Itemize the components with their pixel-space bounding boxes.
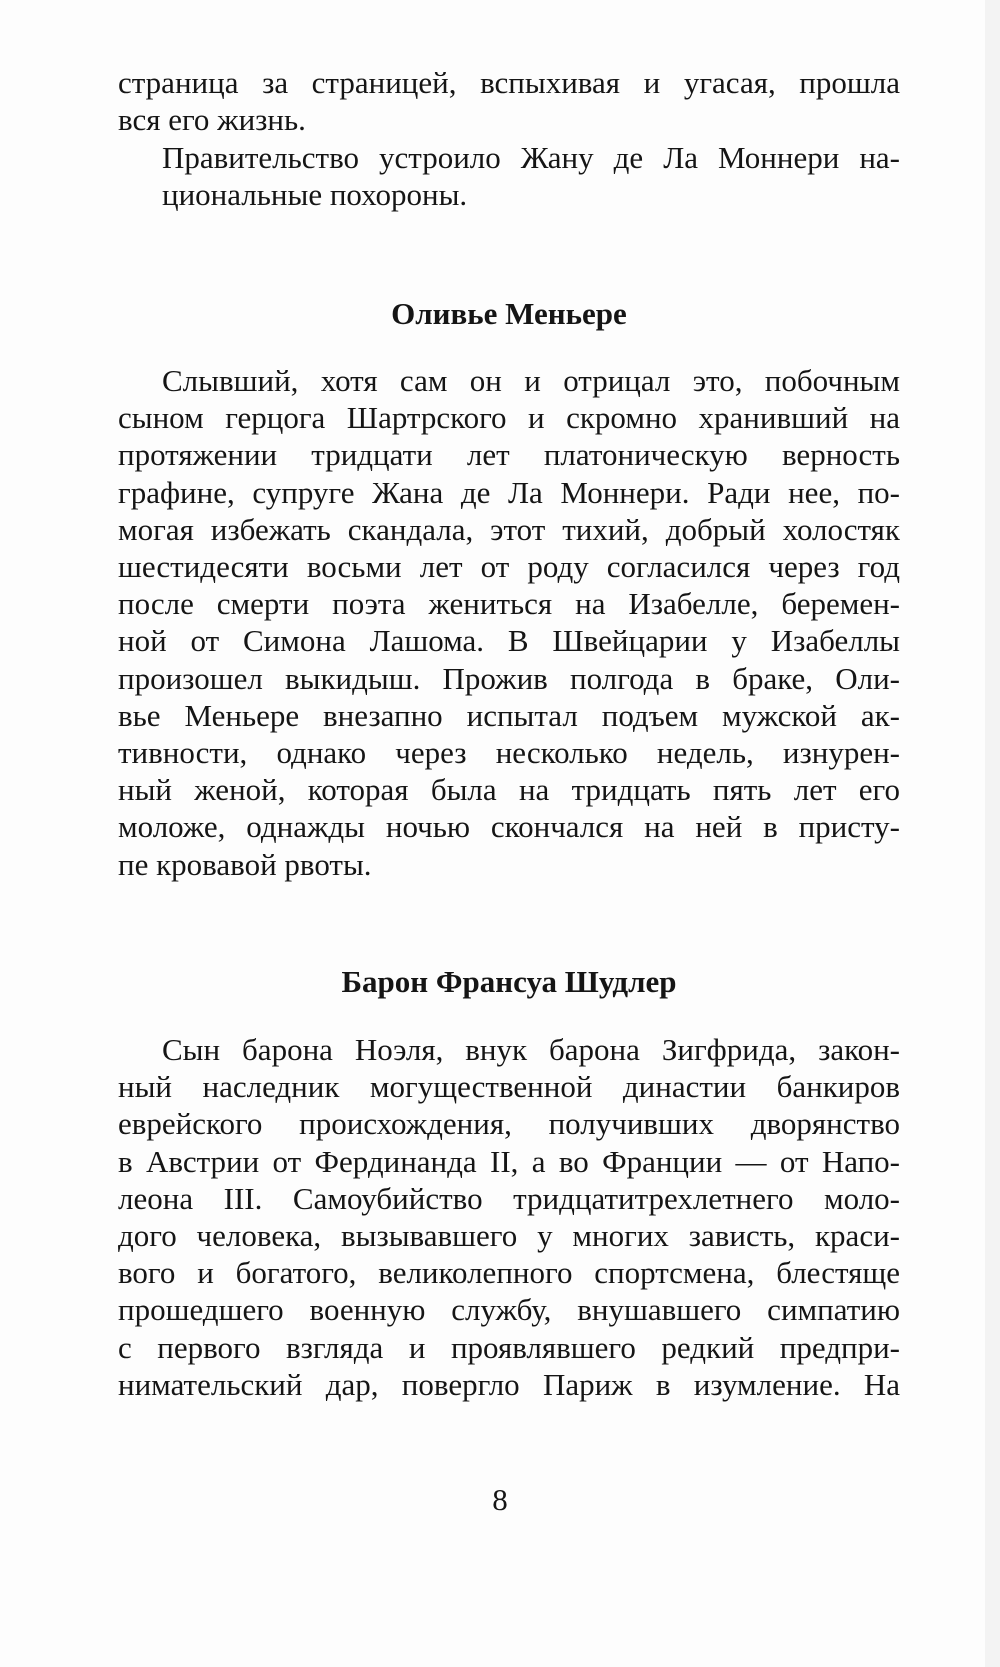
text-line: протяжении тридцати лет платоническую верность — [118, 437, 900, 473]
intro-paragraph-1 — [118, 64, 900, 138]
text-line: графине, супруге Жана де Ла Моннери. Ради нее, по- — [118, 474, 900, 510]
text-line: моложе, однажды ночью скончался на ней в присту- — [118, 809, 900, 845]
text-line: нимательский дар, повергло Париж в изумление. На — [118, 1366, 900, 1402]
section-heading-meniere: Оливье Меньере — [391, 296, 627, 331]
scan-edge — [985, 0, 1000, 1667]
text-line: сыном герцога Шартрского и скромно хранивший на — [118, 400, 900, 436]
text-line: еврейского происхождения, получивших дворянство — [118, 1106, 900, 1142]
text-line: тивности, однако через несколько недель, изнурен- — [118, 735, 900, 771]
text-line: ный женой, которая была на тридцать пять лет его — [118, 772, 900, 808]
section-schoudler-text — [118, 1031, 900, 1403]
text-line: шестидесяти восьми лет от роду согласился через год — [118, 549, 900, 585]
page-number: 8 — [492, 1482, 508, 1517]
text-line: вся его жизнь. — [118, 102, 306, 138]
text-line: с первого взгляда и проявлявшего редкий предпри- — [118, 1329, 900, 1365]
text-line: дого человека, вызывавшего у многих зависть, краси- — [118, 1218, 900, 1254]
text-line: ный наследник могущественной династии банкиров — [118, 1069, 900, 1105]
text-line: пе кровавой рвоты. — [118, 846, 372, 882]
text-line: в Австрии от Фердинанда II, а во Франции — от Напо- — [118, 1143, 900, 1179]
text-line: могая избежать скандала, этот тихий, добрый холостяк — [118, 511, 900, 547]
intro-paragraph-2 — [118, 139, 900, 213]
text-line: Слывший, хотя сам он и отрицал это, побочным — [162, 363, 900, 398]
section-meniere-text — [118, 362, 900, 883]
text-line: леона III. Самоубийство тридцатитрехлетнего моло- — [118, 1180, 900, 1216]
text-line: страница за страницей, вспыхивая и угасая, прошла — [118, 65, 900, 100]
text-line: произошел выкидыш. Прожив полгода в браке, Оли- — [118, 660, 900, 696]
text-line: циональные похороны. — [162, 177, 468, 213]
text-line: Сын барона Ноэля, внук барона Зигфрида, закон- — [162, 1032, 900, 1067]
section-heading-schoudler: Барон Франсуа Шудлер — [341, 964, 677, 999]
text-line: Правительство устроило Жану де Ла Моннери на- — [162, 140, 900, 175]
text-line: вье Меньере внезапно испытал подъем мужской ак- — [118, 697, 900, 733]
text-line: прошедшего военную службу, внушавшего симпатию — [118, 1292, 900, 1328]
text-line: вого и богатого, великолепного спортсмена, блестяще — [118, 1255, 900, 1291]
text-line: ной от Симона Лашома. В Швейцарии у Изабеллы — [118, 623, 900, 659]
text-line: после смерти поэта жениться на Изабелле, беремен- — [118, 586, 900, 622]
